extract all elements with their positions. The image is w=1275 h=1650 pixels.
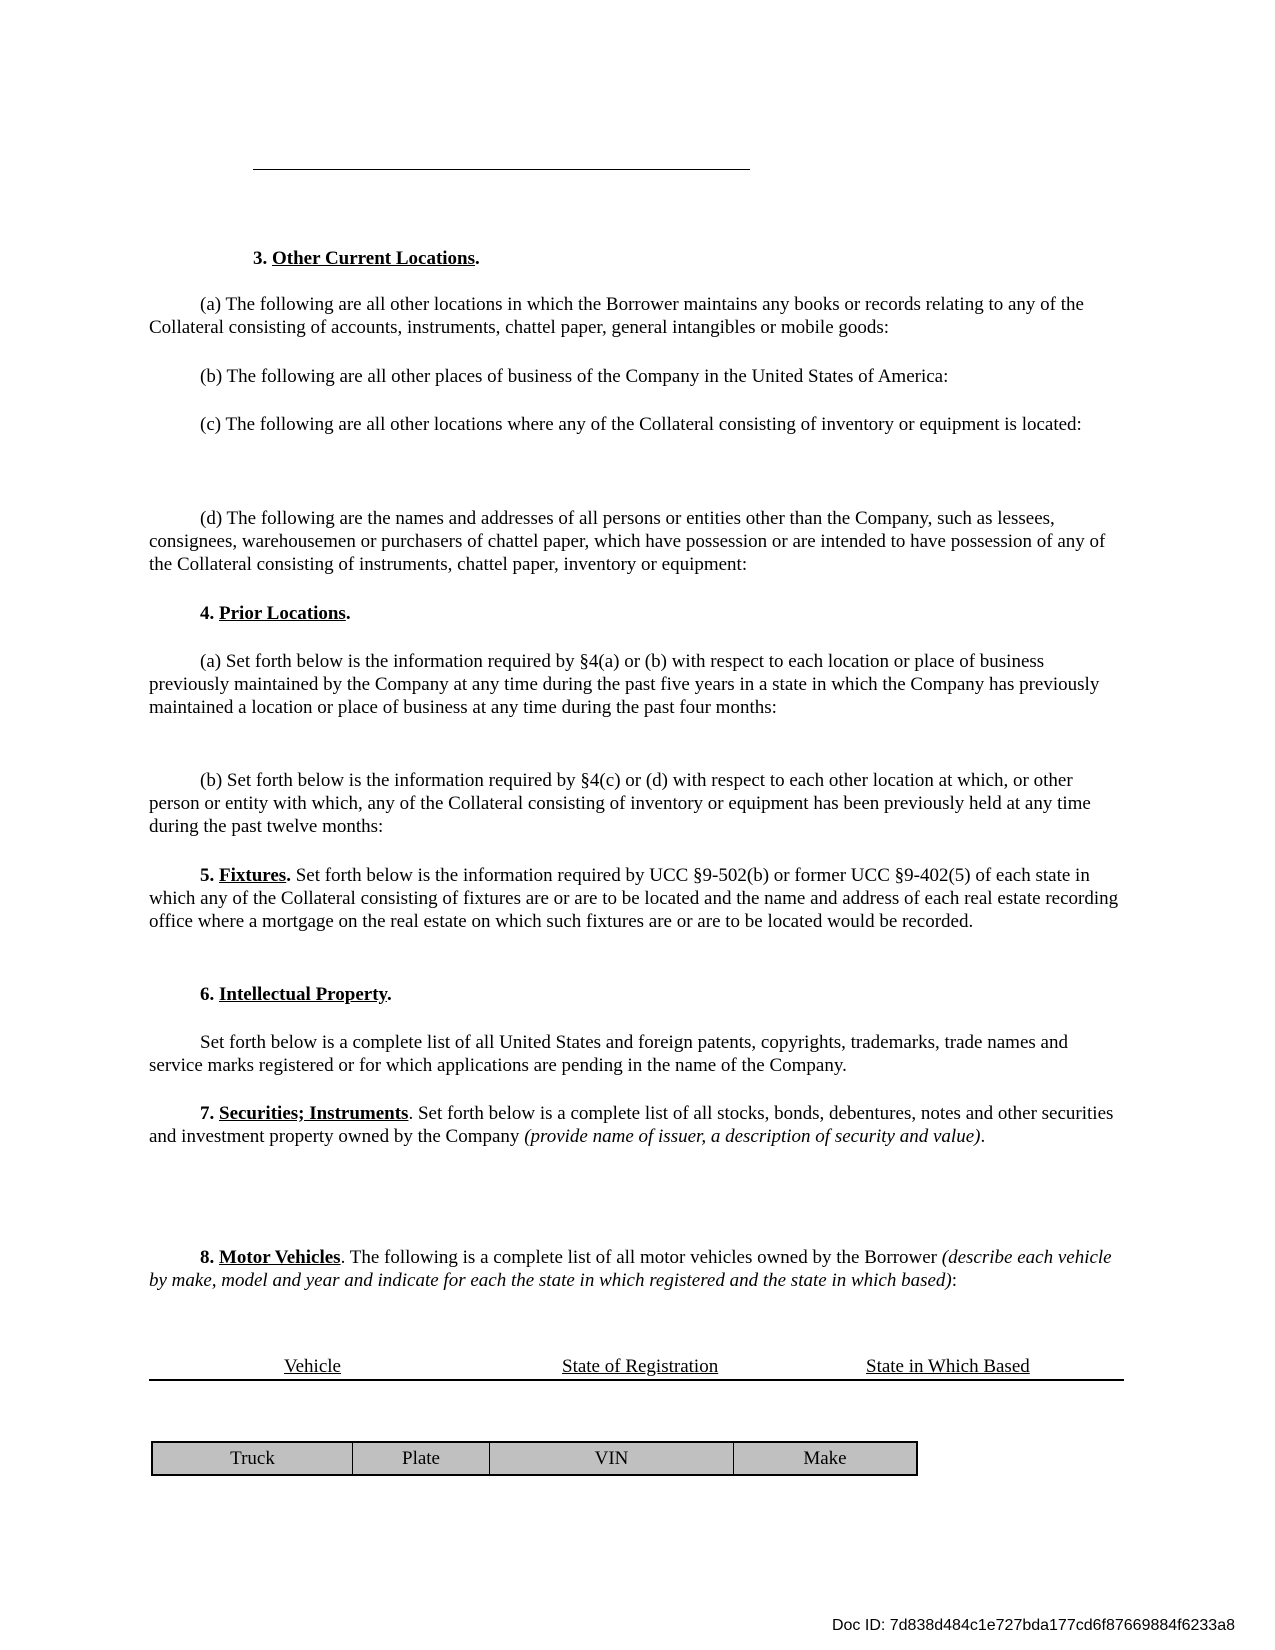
section-5-paragraph: 5. Fixtures. Set forth below is the information required by UCC §9-502(b) or former UCC §9-402(5) of each state in which any of the Collateral consisting of fixtures are or are to be located and the name and address of each real estate recording office where a mortgage on the real estate on which such fixtures are or are to be located would be recorded.: [149, 865, 1119, 932]
vehicle-column-headers: [149, 1355, 1124, 1381]
doc-id: Doc ID: 7d838d484c1e727bda177cd6f87669884f6233a8: [831, 1617, 1235, 1634]
column-header-vehicle: Vehicle: [284, 1356, 341, 1377]
section-4a-paragraph: (a) Set forth below is the information required by §4(a) or (b) with respect to each location or place of business previously maintained by the Company at any time during the past five years in a state in which the Company has previously maintained a location or place of business at any time during the past four months:: [149, 651, 1100, 718]
table-cell-plate: Plate: [353, 1442, 490, 1475]
column-header-state-of-registration: State of Registration: [562, 1356, 719, 1377]
table-cell-vin: VIN: [490, 1442, 734, 1475]
section-4b-paragraph: (b) Set forth below is the information required by §4(c) or (d) with respect to each other location at which, or other person or entity with which, any of the Collateral consisting of inventory or equipment has been previously held at any time during the past twelve months:: [149, 770, 1091, 837]
section-7-paragraph: 7. Securities; Instruments. Set forth below is a complete list of all stocks, bonds, debentures, notes and other securities and investment property owned by the Company (provide name of issuer, a description of security and value).: [149, 1103, 1114, 1147]
section-3b-paragraph: (b) The following are all other places of business of the Company in the United States of America:: [200, 366, 949, 387]
section-3c-paragraph: (c) The following are all other locations where any of the Collateral consisting of inventory or equipment is located:: [200, 414, 1082, 435]
section-3d-paragraph: (d) The following are the names and addresses of all persons or entities other than the Company, such as lessees, consignees, warehousemen or purchasers of chattel paper, which have possession or are intended to have possession of any of the Collateral consisting of instruments, chattel paper, inventory or equipment:: [149, 508, 1106, 575]
section-6-paragraph: Set forth below is a complete list of all United States and foreign patents, copyrights, trademarks, trade names and service marks registered or for which applications are pending in the name of the Company.: [149, 1032, 1068, 1076]
section-8-paragraph: 8. Motor Vehicles. The following is a complete list of all motor vehicles owned by the Borrower (describe each vehicle by make, model and year and indicate for each the state in which registered and the state in which based):: [149, 1247, 1112, 1291]
signature-line: [253, 169, 750, 170]
section-3a-paragraph: (a) The following are all other locations in which the Borrower maintains any books or records relating to any of the Collateral consisting of accounts, instruments, chattel paper, general intangibles or mobile goods:: [149, 294, 1084, 338]
table-row: [152, 1442, 917, 1475]
vehicle-table: [151, 1441, 918, 1476]
table-cell-make: Make: [734, 1442, 918, 1475]
section-3-heading: 3. Other Current Locations.: [253, 248, 480, 269]
column-header-state-in-which-based: State in Which Based: [866, 1356, 1030, 1377]
section-6-heading: 6. Intellectual Property.: [200, 984, 392, 1005]
section-4-heading: 4. Prior Locations.: [200, 603, 351, 624]
table-cell-truck: Truck: [152, 1442, 353, 1475]
